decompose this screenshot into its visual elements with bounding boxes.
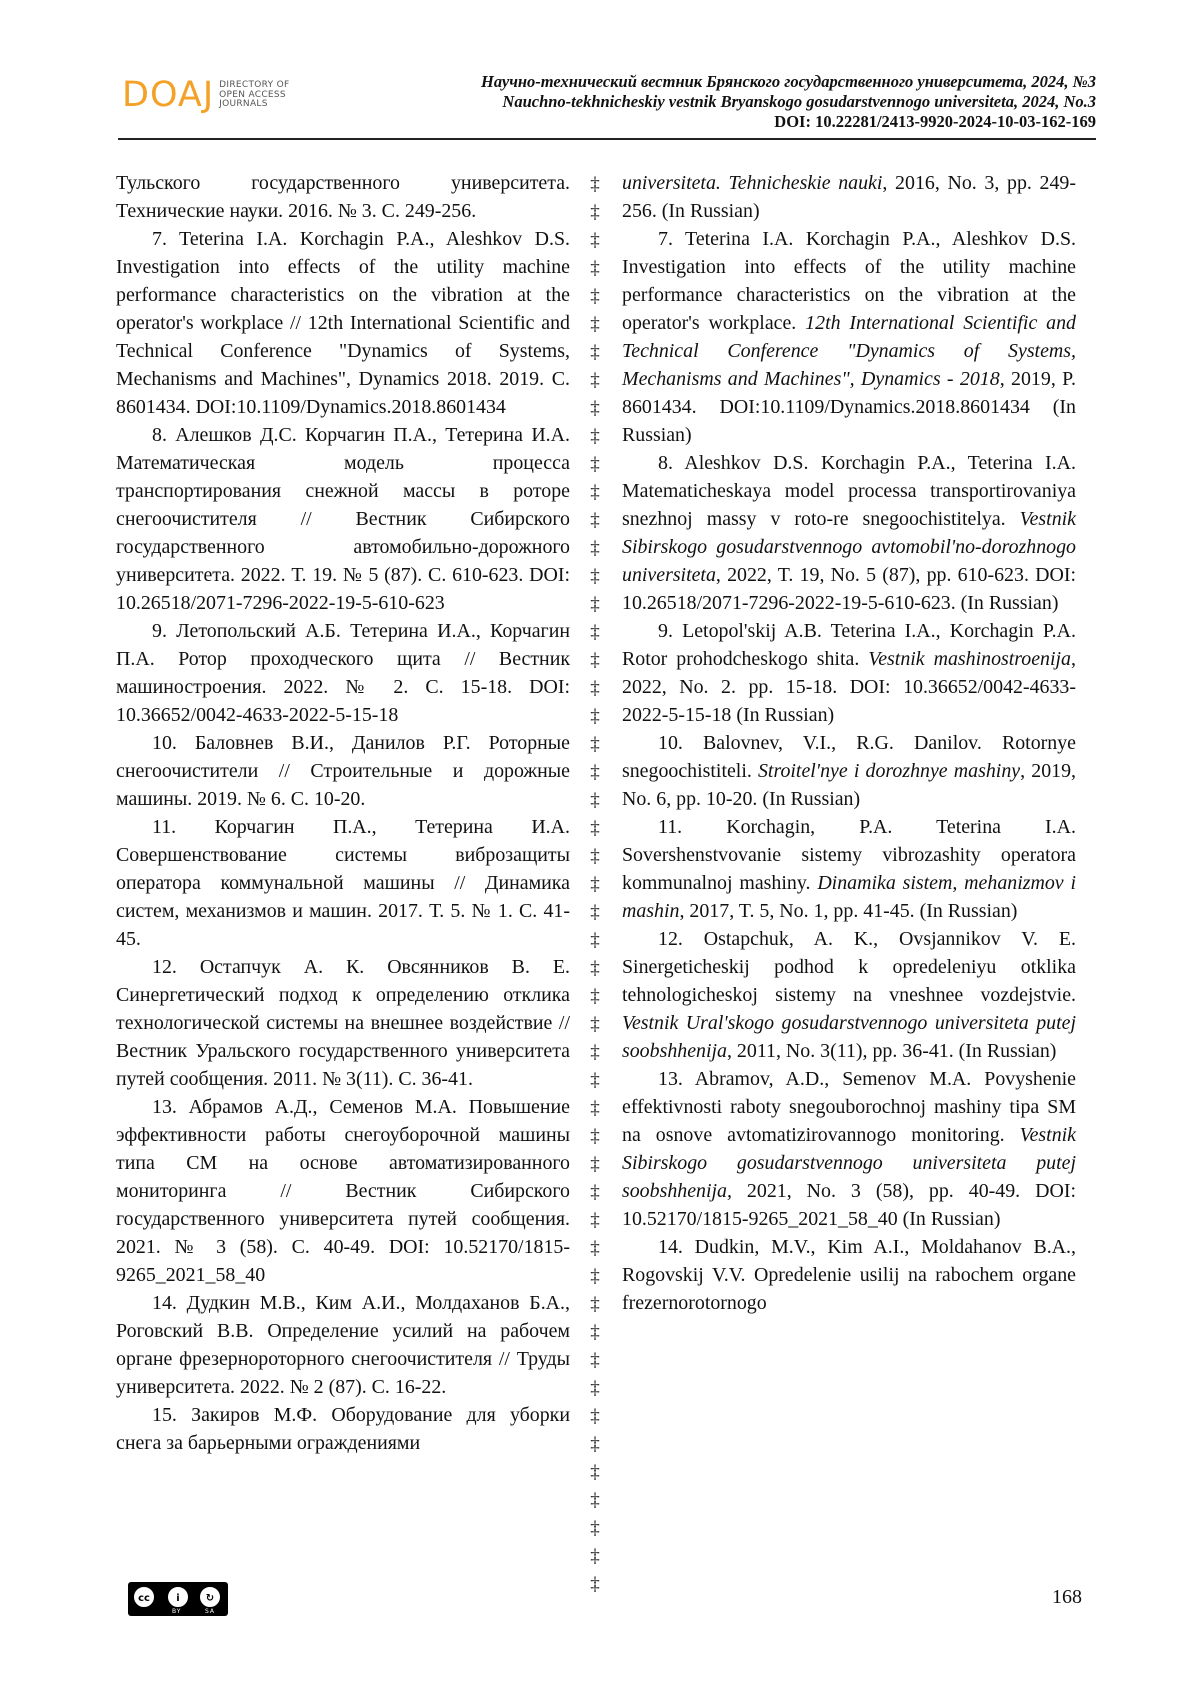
reference-text: 10. Balovnev, V.I., R.G. Danilov. Rotornye snegoochistiteli. — [622, 732, 1076, 782]
separator-glyph: ‡ — [590, 1070, 600, 1091]
reference-text: 8. Aleshkov D.S. Korchagin P.A., Teterina I.A. Matematicheskaya model processa transportirovaniya snezhnoj massy v roto-re snegoochistitelya. — [622, 452, 1076, 530]
reference-entry-en — [622, 225, 1076, 449]
separator-glyph: ‡ — [590, 342, 600, 363]
header-rule — [118, 138, 1096, 140]
reference-text: 2021, No. 3 (58), pp. 40-49. DOI: 10.52170/1815-9265_2021_58_40 (In Russian) — [622, 1180, 1076, 1230]
reference-entry-en — [622, 449, 1076, 617]
separator-glyph: ‡ — [590, 314, 600, 335]
separator-glyph: ‡ — [590, 902, 600, 923]
references-right-column — [622, 169, 1076, 1317]
reference-entry-ru: 12. Остапчук А. К. Овсянников В. Е. Синергетический подход к определению отклика технологической системы на внешнее воздействие // Вестник Уральского государственного университета путей сообщения. 2011. № 3(11). С. 36-41. — [116, 956, 570, 1090]
reference-entry-ru: 9. Летопольский А.Б. Тетерина И.А., Корчагин П.А. Ротор проходческого щита // Вестник машиностроения. 2022. № 2. С. 15-18. DOI: 10.36652/0042-4633-2022-5-15-18 — [116, 620, 570, 726]
separator-glyph: ‡ — [590, 454, 600, 475]
separator-glyph: ‡ — [590, 762, 600, 783]
separator-glyph: ‡ — [590, 174, 600, 195]
reference-entry-en — [622, 169, 1076, 225]
separator-glyph: ‡ — [590, 874, 600, 895]
reference-source-italic: Stroitel'nye i dorozhnye mashiny — [757, 760, 1021, 782]
reference-source-italic: 12th International Scientific and Technical Conference "Dynamics of Systems, Mechanisms and Machines", Dynamics - 2018 — [622, 312, 1076, 390]
share-alike-icon: ↻ — [198, 1585, 222, 1609]
separator-glyph: ‡ — [590, 1238, 600, 1259]
reference-source-italic: Vestnik Sibirskogo gosudarstvennogo universiteta putej soobshhenija, — [622, 1124, 1076, 1202]
reference-entry-en — [622, 1233, 1076, 1317]
separator-glyph: ‡ — [590, 398, 600, 419]
separator-glyph: ‡ — [590, 1294, 600, 1315]
separator-glyph: ‡ — [590, 538, 600, 559]
separator-glyph: ‡ — [590, 566, 600, 587]
separator-glyph: ‡ — [590, 1210, 600, 1231]
reference-text: , 2019, P. 8601434. DOI:10.1109/Dynamics.2018.8601434 (In Russian) — [622, 368, 1076, 446]
reference-source-italic: Vestnik Ural'skogo gosudarstvennogo universiteta putej soobshhenija — [622, 1012, 1076, 1062]
separator-glyph: ‡ — [590, 818, 600, 839]
reference-text: , 2017, T. 5, No. 1, pp. 41-45. (In Russian) — [679, 900, 1018, 922]
reference-entry-ru: Тульского государственного университета. Технические науки. 2016. № 3. С. 249-256. — [116, 172, 570, 222]
reference-text: , 2011, No. 3(11), pp. 36-41. (In Russian) — [726, 1040, 1057, 1062]
separator-glyph: ‡ — [590, 510, 600, 531]
separator-glyph: ‡ — [590, 1014, 600, 1035]
reference-entry-ru: 7. Teterina I.A. Korchagin P.A., Aleshkov D.S. Investigation into effects of the utility machine performance characteristics on the vibration at the operator's workplace // 12th International Scientific and Technical Conference "Dynamics of Systems, Mechanisms and Machines", Dynamics 2018. 2019. С. 8601434. DOI:10.1109/Dynamics.2018.8601434 — [116, 228, 570, 418]
separator-glyph: ‡ — [590, 930, 600, 951]
reference-entry-ru: 8. Алешков Д.С. Корчагин П.А., Тетерина И.А. Математическая модель процесса транспортирования снежной массы в роторе снегоочистителя // Вестник Сибирского государственного автомобильно-дорожного университета. 2022. Т. 19. № 5 (87). С. 610-623. DOI: 10.26518/2071-7296-2022-19-5-610-623 — [116, 424, 570, 614]
page-header — [118, 68, 1096, 140]
attribution-icon: i — [166, 1585, 190, 1609]
separator-glyph: ‡ — [590, 258, 600, 279]
license-by-label: BY — [172, 1608, 182, 1615]
separator-glyph: ‡ — [590, 1042, 600, 1063]
separator-glyph: ‡ — [590, 1462, 600, 1483]
reference-entry-en — [622, 729, 1076, 813]
separator-glyph: ‡ — [590, 1350, 600, 1371]
separator-glyph: ‡ — [590, 482, 600, 503]
journal-title-en: Nauchno-tekhnicheskiy vestnik Bryanskogo gosudarstvennogo universiteta, 2024, No.3 — [502, 92, 1096, 111]
doaj-logo — [122, 75, 290, 115]
reference-text: , 2016, No. 3, pp. 249-256. (In Russian) — [622, 172, 1076, 222]
doaj-logo-mark: DOAJ — [122, 75, 215, 115]
separator-glyph: ‡ — [590, 846, 600, 867]
reference-text: 14. Dudkin, M.V., Kim A.I., Moldahanov B.A., Rogovskij V.V. Opredelenie usilij na rabochem organe frezernorotornogo — [622, 1236, 1076, 1314]
separator-glyph: ‡ — [590, 734, 600, 755]
separator-glyph: ‡ — [590, 1490, 600, 1511]
reference-text: 12. Ostapchuk, A. K., Ovsjannikov V. E. Sinergeticheskij podhod k opredeleniyu otklika tehnologicheskoj sistemy na vneshnee vozdejstvie. — [622, 928, 1076, 1006]
separator-glyph: ‡ — [590, 1518, 600, 1539]
separator-glyph: ‡ — [590, 678, 600, 699]
license-sa-label: SA — [205, 1608, 216, 1615]
reference-entry-en — [622, 1065, 1076, 1233]
separator-glyph: ‡ — [590, 370, 600, 391]
reference-text: 11. Korchagin, P.A. Teterina I.A. Sovershenstvovanie sistemy vibrozashity operatora kommunalnoj mashiny. — [622, 816, 1076, 894]
reference-text: , 2019, No. 6, pp. 10-20. (In Russian) — [622, 760, 1076, 810]
reference-text: 13. Abramov, A.D., Semenov M.A. Povyshenie effektivnosti raboty snegouborochnoj mashiny tipa SM na osnove avtomatizirovannogo monitoring. — [622, 1068, 1076, 1146]
references-left-column — [116, 169, 570, 1457]
separator-glyph: ‡ — [590, 1322, 600, 1343]
separator-glyph: ‡ — [590, 1574, 600, 1595]
separator-glyph: ‡ — [590, 986, 600, 1007]
reference-entry-en — [622, 617, 1076, 729]
separator-glyph: ‡ — [590, 1098, 600, 1119]
separator-glyph: ‡ — [590, 426, 600, 447]
reference-entry-ru: 13. Абрамов А.Д., Семенов М.А. Повышение эффективности работы снегоуборочной машины типа СМ на основе автоматизированного мониторинга // Вестник Сибирского государственного университета путей сообщения. 2021. № 3 (58). С. 40-49. DOI: 10.52170/1815-9265_2021_58_40 — [116, 1096, 570, 1286]
separator-glyph: ‡ — [590, 622, 600, 643]
reference-entry-ru: 10. Баловнев В.И., Данилов Р.Г. Роторные снегоочистители // Строительные и дорожные машины. 2019. № 6. С. 10-20. — [116, 732, 570, 810]
reference-source-italic: Vestnik Sibirskogo gosudarstvennogo avtomobil'no-dorozhnogo universiteta — [622, 508, 1076, 586]
separator-glyph: ‡ — [590, 230, 600, 251]
column-separator — [585, 171, 605, 1599]
journal-info — [481, 72, 1096, 132]
separator-glyph: ‡ — [590, 790, 600, 811]
separator-glyph: ‡ — [590, 1154, 600, 1175]
separator-glyph: ‡ — [590, 1378, 600, 1399]
separator-glyph: ‡ — [590, 202, 600, 223]
doaj-logo-subtitle: DIRECTORY OF OPEN ACCESS JOURNALS — [219, 80, 290, 110]
separator-glyph: ‡ — [590, 1434, 600, 1455]
journal-doi: DOI: 10.22281/2413-9920-2024-10-03-162-169 — [774, 112, 1096, 131]
reference-text: , 2022, No. 2. pp. 15-18. DOI: 10.36652/0042-4633-2022-5-15-18 (In Russian) — [622, 648, 1076, 726]
reference-text: 7. Teterina I.A. Korchagin P.A., Aleshkov D.S. Investigation into effects of the utility machine performance characteristics on the vibration at the operator's workplace. — [622, 228, 1076, 334]
separator-glyph: ‡ — [590, 1126, 600, 1147]
reference-entry-en — [622, 925, 1076, 1065]
separator-glyph: ‡ — [590, 1266, 600, 1287]
separator-glyph: ‡ — [590, 958, 600, 979]
reference-source-italic: Dinamika sistem, mehanizmov i mashin — [622, 872, 1076, 922]
separator-glyph: ‡ — [590, 1546, 600, 1567]
reference-text: , 2022, T. 19, No. 5 (87), pp. 610-623. DOI: 10.26518/2071-7296-2022-19-5-610-623. (In Russian) — [622, 564, 1076, 614]
reference-entry-ru: 14. Дудкин М.В., Ким А.И., Молдаханов Б.А., Роговский В.В. Определение усилий на рабочем органе фрезернороторного снегоочистителя // Труды университета. 2022. № 2 (87). С. 16-22. — [116, 1292, 570, 1398]
reference-entry-ru: 11. Корчагин П.А., Тетерина И.А. Совершенствование системы виброзащиты оператора коммунальной машины // Динамика систем, механизмов и машин. 2017. Т. 5. № 1. С. 41-45. — [116, 816, 570, 950]
cc-icon: cc — [132, 1585, 156, 1609]
separator-glyph: ‡ — [590, 286, 600, 307]
separator-glyph: ‡ — [590, 1406, 600, 1427]
journal-title-ru: Научно-технический вестник Брянского государственного университета, 2024, №3 — [481, 72, 1096, 91]
page-number: 168 — [1052, 1586, 1082, 1608]
reference-source-italic: universiteta. Tehnicheskie nauki — [622, 172, 883, 194]
separator-glyph: ‡ — [590, 1182, 600, 1203]
reference-entry-ru: 15. Закиров М.Ф. Оборудование для уборки снега за барьерными ограждениями — [116, 1404, 570, 1454]
cc-license-badge — [128, 1582, 228, 1616]
reference-source-italic: Vestnik mashinostroenija — [868, 648, 1072, 670]
separator-glyph: ‡ — [590, 650, 600, 671]
separator-glyph: ‡ — [590, 594, 600, 615]
reference-text: 9. Letopol'skij A.B. Teterina I.A., Korchagin P.A. Rotor prohodcheskogo shita. — [622, 620, 1076, 670]
separator-glyph: ‡ — [590, 706, 600, 727]
reference-entry-en — [622, 813, 1076, 925]
